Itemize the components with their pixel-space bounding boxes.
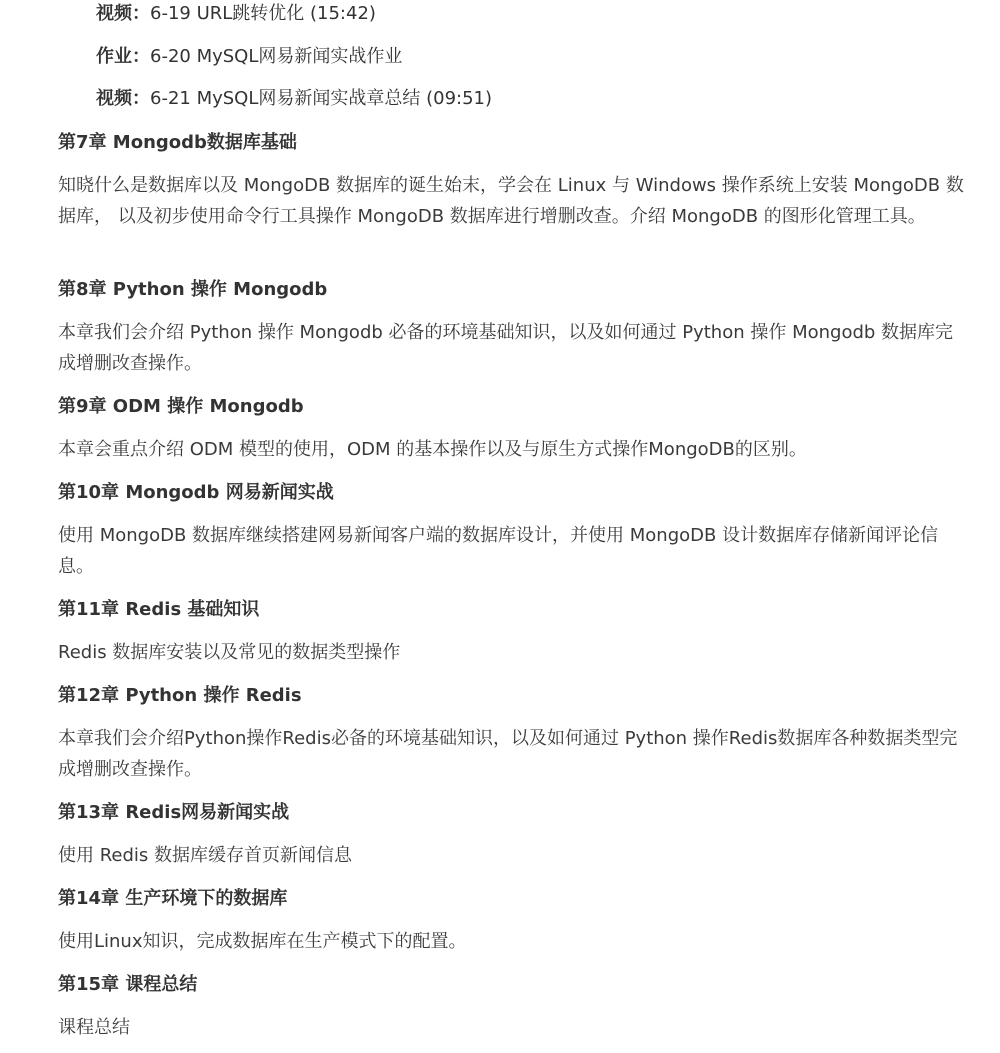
- chapter-desc-13: 使用 Redis 数据库缓存首页新闻信息: [58, 845, 353, 866]
- chapter-desc-12: 本章我们会介绍Python操作Redis必备的环境基础知识，以及如何通过 Python 操作Redis数据库各种数据类型完成增删改查操作。: [58, 728, 958, 780]
- chapter-title-13: 第13章 Redis网易新闻实战: [58, 802, 290, 823]
- chapter-title-12: 第12章 Python 操作 Redis: [58, 685, 302, 706]
- lesson-title: 6-21 MySQL网易新闻实战章总结 (09:51): [150, 88, 493, 109]
- lesson-type-label: 视频：: [96, 3, 150, 24]
- chapter-desc-10: 使用 MongoDB 数据库继续搭建网易新闻客户端的数据库设计，并使用 MongoDB 设计数据库存储新闻评论信息。: [58, 525, 939, 577]
- lesson-title: 6-19 URL跳转优化 (15:42): [150, 3, 376, 24]
- chapter-title-7: 第7章 Mongodb数据库基础: [58, 132, 297, 153]
- chapter-desc-15: 课程总结: [58, 1017, 130, 1038]
- chapter-title-14: 第14章 生产环境下的数据库: [58, 888, 288, 909]
- chapter-desc-7: 知晓什么是数据库以及 MongoDB 数据库的诞生始末，学会在 Linux 与 Windows 操作系统上安装 MongoDB 数据库， 以及初步使用命令行工具操作 MongoDB 数据库进行增删改查。介绍 MongoDB 的图形化管理工具。: [58, 175, 964, 227]
- lesson-item[interactable]: [96, 86, 492, 112]
- chapter-desc-14: 使用Linux知识，完成数据库在生产模式下的配置。: [58, 931, 467, 952]
- lesson-title: 6-20 MySQL网易新闻实战作业: [150, 46, 403, 67]
- lesson-type-label: 视频：: [96, 88, 150, 109]
- lesson-item[interactable]: [96, 44, 402, 70]
- lesson-item[interactable]: [96, 1, 376, 27]
- chapter-desc-8: 本章我们会介绍 Python 操作 Mongodb 必备的环境基础知识，以及如何通过 Python 操作 Mongodb 数据库完成增删改查操作。: [58, 322, 954, 374]
- chapter-title-8: 第8章 Python 操作 Mongodb: [58, 279, 328, 300]
- chapter-desc-11: Redis 数据库安装以及常见的数据类型操作: [58, 642, 401, 663]
- chapter-title-11: 第11章 Redis 基础知识: [58, 599, 260, 620]
- chapter-title-15: 第15章 课程总结: [58, 974, 198, 995]
- chapter-desc-9: 本章会重点介绍 ODM 模型的使用，ODM 的基本操作以及与原生方式操作MongoDB的区别。: [58, 439, 807, 460]
- chapter-title-10: 第10章 Mongodb 网易新闻实战: [58, 482, 334, 503]
- chapter-title-9: 第9章 ODM 操作 Mongodb: [58, 396, 304, 417]
- lesson-type-label: 作业：: [96, 46, 150, 67]
